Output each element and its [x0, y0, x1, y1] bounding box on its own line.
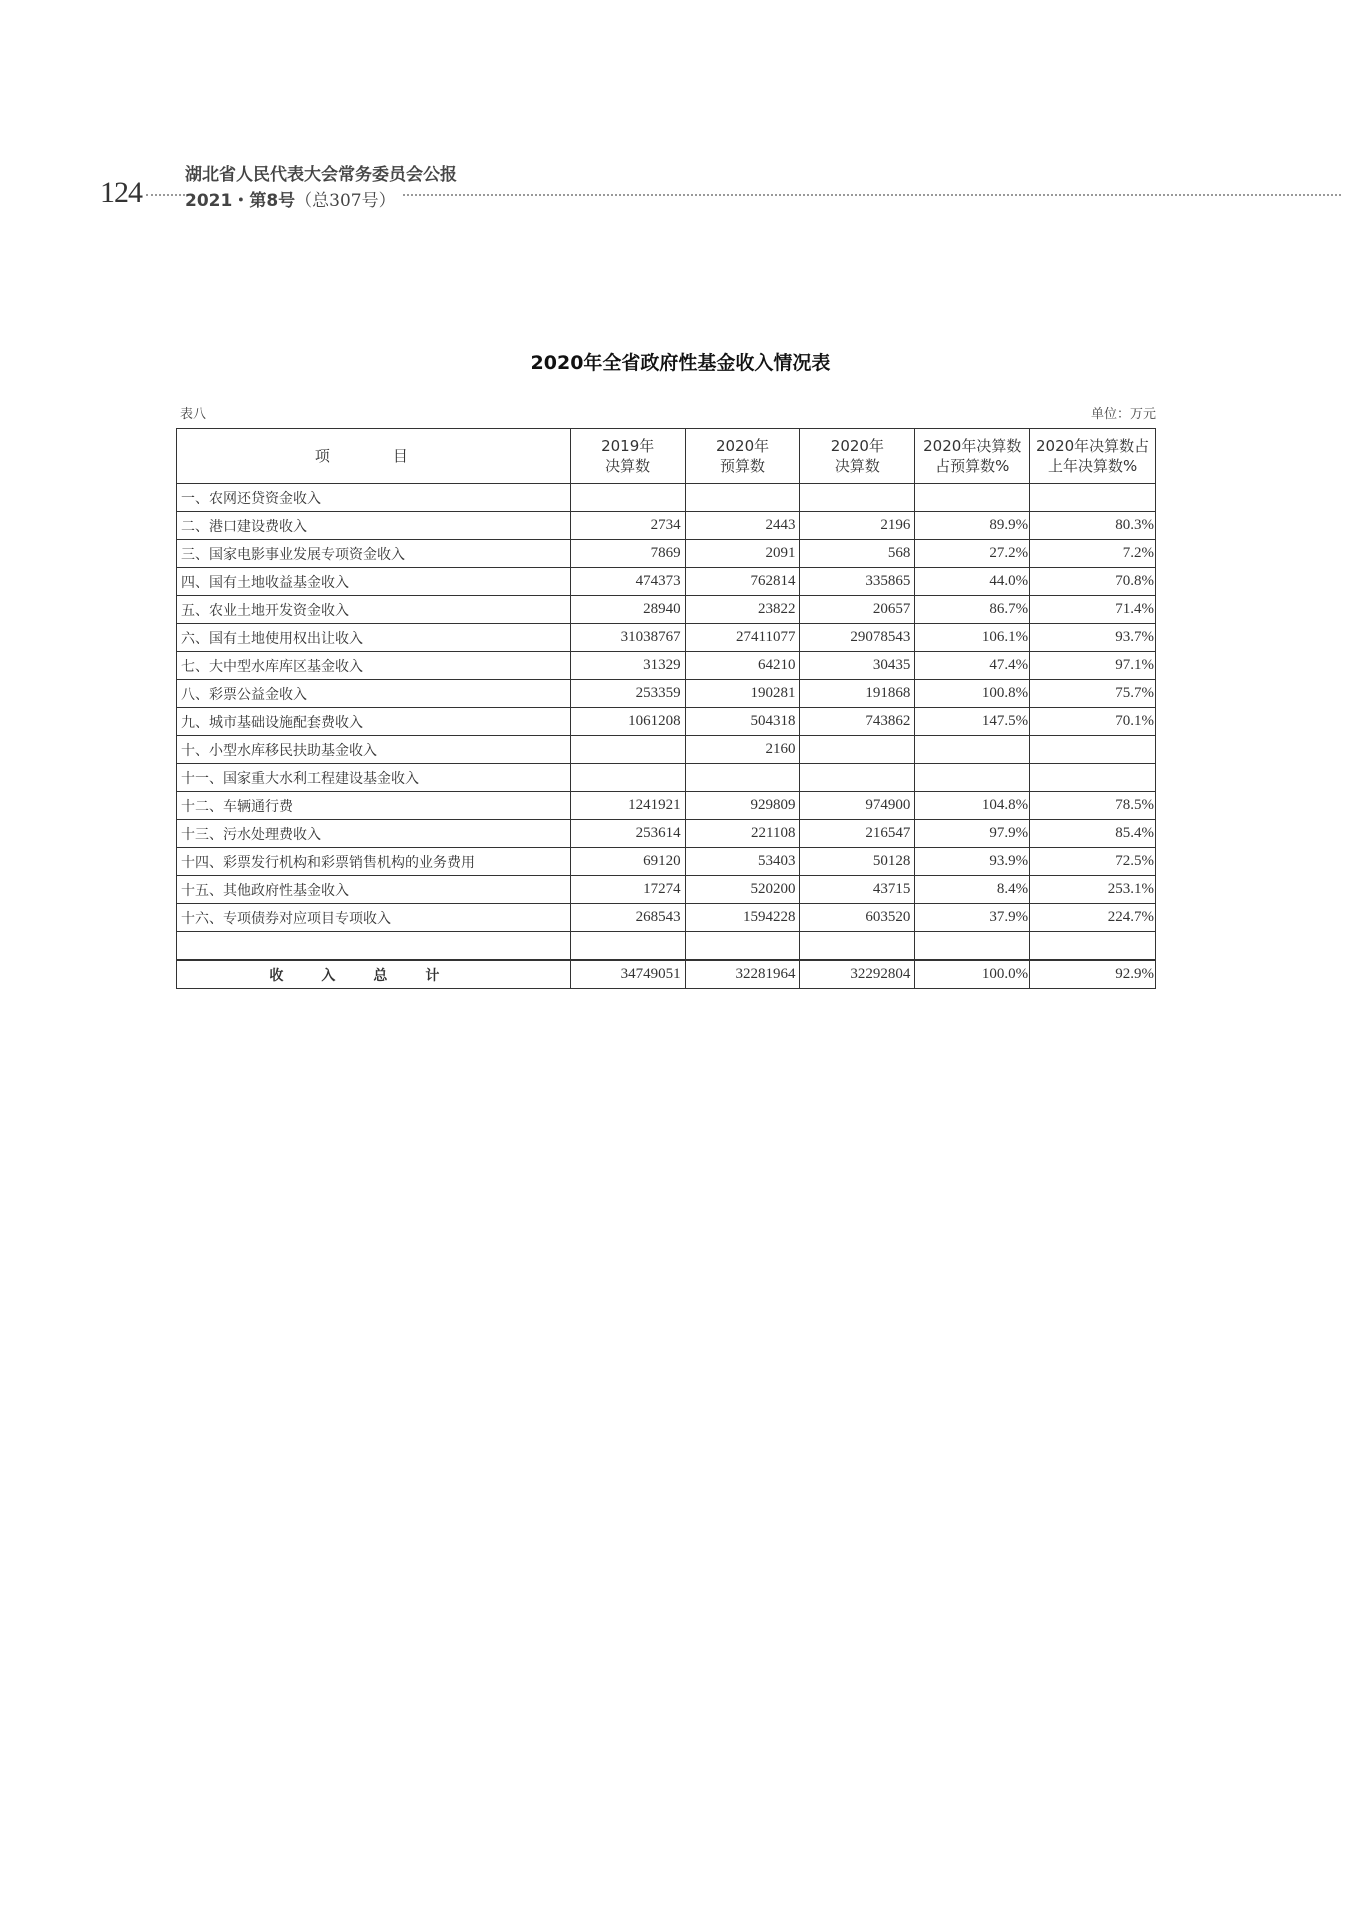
cell-2020-budget: 221108: [685, 820, 800, 848]
header-item: 项 目: [177, 429, 571, 484]
cell-2020-final: [800, 764, 915, 792]
cell-pct-of-budget: [915, 932, 1030, 961]
table-row: [177, 708, 1156, 736]
cell-pct-of-budget: 100.8%: [915, 680, 1030, 708]
cell-pct-of-prev-year: [1030, 932, 1156, 961]
cell-2020-final: 43715: [800, 876, 915, 904]
cell-2019-final: 31038767: [570, 624, 685, 652]
cell-2020-budget: 190281: [685, 680, 800, 708]
cell-2020-final: 191868: [800, 680, 915, 708]
header-2020-final: 2020年 决算数: [800, 429, 915, 484]
cell-2019-final: 1241921: [570, 792, 685, 820]
cell-2020-final: [800, 484, 915, 512]
cell-2020-final: [800, 736, 915, 764]
cell-2020-budget: 53403: [685, 848, 800, 876]
cell-pct-of-prev-year: 7.2%: [1030, 540, 1156, 568]
item-name: 一、农网还贷资金收入: [177, 484, 571, 512]
table-row: [177, 540, 1156, 568]
cell-pct-of-prev-year: 71.4%: [1030, 596, 1156, 624]
cell-pct-of-prev-year: 70.1%: [1030, 708, 1156, 736]
cell-2020-final: 603520: [800, 904, 915, 932]
issue-total: （总307号）: [295, 191, 396, 211]
issue-number: 2021・第8号: [185, 191, 296, 211]
cell-pct-of-prev-year: 78.5%: [1030, 792, 1156, 820]
table-row: [177, 904, 1156, 932]
cell-2019-final: 69120: [570, 848, 685, 876]
cell-2020-final: 2196: [800, 512, 915, 540]
table-row: [177, 932, 1156, 961]
cell-2020-final: 30435: [800, 652, 915, 680]
table-row: [177, 512, 1156, 540]
cell-pct-of-budget: 104.8%: [915, 792, 1030, 820]
total-2020-final: 32292804: [800, 960, 915, 989]
cell-2020-final: 216547: [800, 820, 915, 848]
header-pct-of-budget: 2020年决算数 占预算数%: [915, 429, 1030, 484]
cell-pct-of-prev-year: 93.7%: [1030, 624, 1156, 652]
cell-pct-of-budget: [915, 484, 1030, 512]
cell-2020-final: 50128: [800, 848, 915, 876]
table-row: [177, 484, 1156, 512]
cell-pct-of-budget: 47.4%: [915, 652, 1030, 680]
cell-2020-final: 335865: [800, 568, 915, 596]
cell-2019-final: [570, 736, 685, 764]
cell-2019-final: 268543: [570, 904, 685, 932]
cell-2020-budget: [685, 764, 800, 792]
cell-2020-budget: 2160: [685, 736, 800, 764]
table-row: [177, 792, 1156, 820]
fund-revenue-table: [176, 428, 1156, 989]
cell-pct-of-budget: 97.9%: [915, 820, 1030, 848]
page-number: 124: [100, 176, 142, 209]
cell-2019-final: 474373: [570, 568, 685, 596]
cell-pct-of-budget: [915, 736, 1030, 764]
item-name: 四、国有土地收益基金收入: [177, 568, 571, 596]
cell-2020-final: 29078543: [800, 624, 915, 652]
cell-2020-budget: 929809: [685, 792, 800, 820]
item-name: 七、大中型水库库区基金收入: [177, 652, 571, 680]
cell-2020-final: 743862: [800, 708, 915, 736]
cell-2019-final: 17274: [570, 876, 685, 904]
cell-2020-budget: 2091: [685, 540, 800, 568]
cell-2020-budget: [685, 484, 800, 512]
cell-pct-of-prev-year: 80.3%: [1030, 512, 1156, 540]
item-name: [177, 932, 571, 961]
cell-pct-of-prev-year: 70.8%: [1030, 568, 1156, 596]
cell-2020-final: 568: [800, 540, 915, 568]
unit-label: 单位：万元: [1090, 407, 1156, 422]
item-name: 十五、其他政府性基金收入: [177, 876, 571, 904]
total-pct-of-prev-year: 92.9%: [1030, 960, 1156, 989]
cell-2020-budget: [685, 932, 800, 961]
cell-2019-final: [570, 932, 685, 961]
header-2020-budget: 2020年 预算数: [685, 429, 800, 484]
table-row: [177, 820, 1156, 848]
header-pct-of-prev-year: 2020年决算数占 上年决算数%: [1030, 429, 1156, 484]
cell-pct-of-prev-year: 253.1%: [1030, 876, 1156, 904]
cell-pct-of-budget: 147.5%: [915, 708, 1030, 736]
issue-info: [185, 186, 402, 211]
cell-pct-of-budget: 106.1%: [915, 624, 1030, 652]
journal-title: 湖北省人民代表大会常务委员会公报: [185, 160, 463, 185]
cell-2019-final: 1061208: [570, 708, 685, 736]
cell-2020-budget: 27411077: [685, 624, 800, 652]
item-name: 二、港口建设费收入: [177, 512, 571, 540]
cell-2020-final: 20657: [800, 596, 915, 624]
total-2020-budget: 32281964: [685, 960, 800, 989]
item-name: 十、小型水库移民扶助基金收入: [177, 736, 571, 764]
table-row: [177, 876, 1156, 904]
cell-2020-final: [800, 932, 915, 961]
item-name: 十三、污水处理费收入: [177, 820, 571, 848]
table-row: [177, 652, 1156, 680]
cell-pct-of-budget: 8.4%: [915, 876, 1030, 904]
cell-pct-of-budget: 44.0%: [915, 568, 1030, 596]
item-name: 十二、车辆通行费: [177, 792, 571, 820]
cell-2019-final: 31329: [570, 652, 685, 680]
table-header-row: [177, 429, 1156, 484]
page-header: [0, 150, 1361, 210]
item-name: 五、农业土地开发资金收入: [177, 596, 571, 624]
table-row: [177, 848, 1156, 876]
table-row: [177, 736, 1156, 764]
item-name: 十六、专项债券对应项目专项收入: [177, 904, 571, 932]
header-2019-final: 2019年 决算数: [570, 429, 685, 484]
cell-pct-of-budget: 37.9%: [915, 904, 1030, 932]
cell-2020-final: 974900: [800, 792, 915, 820]
item-name: 十四、彩票发行机构和彩票销售机构的业务费用: [177, 848, 571, 876]
total-pct-of-budget: 100.0%: [915, 960, 1030, 989]
cell-pct-of-prev-year: 72.5%: [1030, 848, 1156, 876]
total-2019-final: 34749051: [570, 960, 685, 989]
table-row: [177, 680, 1156, 708]
cell-pct-of-budget: 86.7%: [915, 596, 1030, 624]
item-name: 八、彩票公益金收入: [177, 680, 571, 708]
cell-pct-of-prev-year: 85.4%: [1030, 820, 1156, 848]
cell-2020-budget: 23822: [685, 596, 800, 624]
item-name: 六、国有土地使用权出让收入: [177, 624, 571, 652]
total-row: [177, 960, 1156, 989]
cell-pct-of-budget: 89.9%: [915, 512, 1030, 540]
cell-2019-final: [570, 484, 685, 512]
cell-pct-of-budget: 27.2%: [915, 540, 1030, 568]
cell-pct-of-prev-year: [1030, 764, 1156, 792]
item-name: 三、国家电影事业发展专项资金收入: [177, 540, 571, 568]
cell-2019-final: 253359: [570, 680, 685, 708]
cell-2020-budget: 1594228: [685, 904, 800, 932]
cell-pct-of-budget: 93.9%: [915, 848, 1030, 876]
document-title: 2020年全省政府性基金收入情况表: [530, 352, 831, 374]
cell-pct-of-prev-year: [1030, 484, 1156, 512]
item-name: 十一、国家重大水利工程建设基金收入: [177, 764, 571, 792]
cell-2019-final: 2734: [570, 512, 685, 540]
cell-pct-of-budget: [915, 764, 1030, 792]
total-label: 收入总计: [177, 960, 571, 989]
item-name: 九、城市基础设施配套费收入: [177, 708, 571, 736]
cell-2020-budget: 64210: [685, 652, 800, 680]
cell-2020-budget: 520200: [685, 876, 800, 904]
table-label: 表八: [180, 407, 207, 422]
table-row: [177, 568, 1156, 596]
cell-2019-final: 28940: [570, 596, 685, 624]
cell-2020-budget: 504318: [685, 708, 800, 736]
cell-2020-budget: 762814: [685, 568, 800, 596]
cell-pct-of-prev-year: [1030, 736, 1156, 764]
table-row: [177, 624, 1156, 652]
cell-pct-of-prev-year: 75.7%: [1030, 680, 1156, 708]
cell-2019-final: [570, 764, 685, 792]
cell-2019-final: 7869: [570, 540, 685, 568]
cell-2019-final: 253614: [570, 820, 685, 848]
cell-pct-of-prev-year: 97.1%: [1030, 652, 1156, 680]
table-row: [177, 764, 1156, 792]
cell-2020-budget: 2443: [685, 512, 800, 540]
table-row: [177, 596, 1156, 624]
cell-pct-of-prev-year: 224.7%: [1030, 904, 1156, 932]
